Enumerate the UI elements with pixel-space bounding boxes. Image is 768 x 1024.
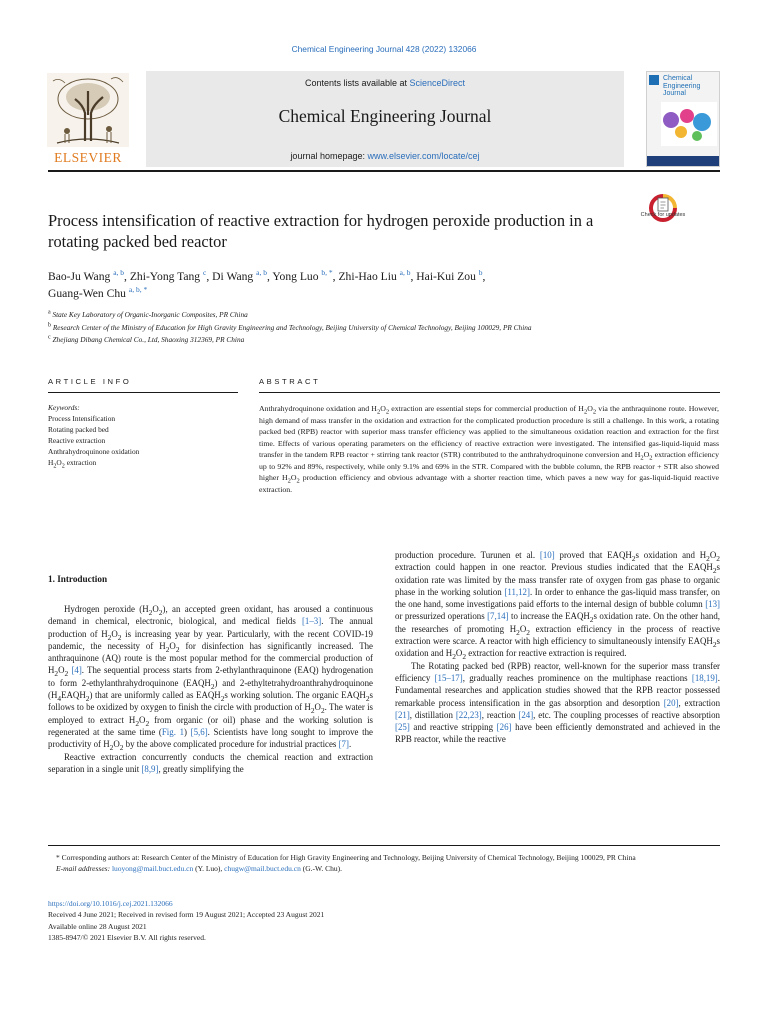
homepage-line <box>146 151 624 161</box>
affiliation-text: Zhejiang Dibang Chemical Co., Ltd, Shaoxing 312369, PR China <box>52 335 245 344</box>
email-note <box>48 863 720 874</box>
affiliation <box>48 310 728 319</box>
author-affiliation-mark[interactable]: b, * <box>321 268 333 278</box>
affiliation <box>48 335 728 344</box>
homepage-link[interactable]: www.elsevier.com/locate/cej <box>367 151 480 161</box>
abstract-heading: ABSTRACT <box>259 377 321 386</box>
email-label: E-mail addresses: <box>56 864 111 873</box>
publication-info <box>48 898 720 944</box>
check-for-updates-label[interactable]: Check for updates <box>640 212 686 218</box>
email-owner: (Y. Luo), <box>193 864 225 873</box>
affiliation-mark: b <box>48 322 51 329</box>
received-dates: Received 4 June 2021; Received in revised form 19 August 2021; Accepted 23 August 2021 <box>48 910 325 920</box>
author-name[interactable]: Bao-Ju Wang <box>48 270 111 283</box>
keyword: Reactive extraction <box>48 436 106 445</box>
body-paragraph: The Rotating packed bed (RPB) reactor, well-known for the superior mass transfer efficiency [15–17], gradually reaches prominence on the multiphase reactions [18,19]. Fundamental researches and application studies showed that the RPB reactor possessed remarkable process intensification in the gas absorption and desorption [20], extraction [21], distillation [22,23], reaction [24], etc. The coupling processes of reactive absorption [25] and reactive stripping [26] have been efficiently demonstrated and achieved in the RPB reactor, while the reactive <box>395 660 721 745</box>
doi-link[interactable]: https://doi.org/10.1016/j.cej.2021.132066 <box>48 899 173 908</box>
article-title: Process intensification of reactive extraction for hydrogen peroxide production in a rotating packed bed reactor <box>48 211 594 251</box>
author-affiliation-mark[interactable]: a, b <box>113 268 125 278</box>
author-list: Bao-Ju Wang $^{a, b}$, Zhi-Yong Tang $^c$, Di Wang $^{a, b}$, Yong Luo $^{b, *}$, Zhi-Hao Liu $^{a, b}$, Hai-Kui Zou $^b$, Guang-Wen Chu $^{a, b, *}$ <box>48 268 486 300</box>
author-name[interactable]: Hai-Kui Zou <box>416 270 476 283</box>
journal-cover-thumbnail[interactable] <box>646 71 720 167</box>
body-paragraph: Reactive extraction concurrently conducts the chemical reaction and extraction separation in a single unit [8,9], greatly simplifying the <box>48 751 373 774</box>
abstract-rule <box>259 392 720 393</box>
author-affiliation-mark[interactable]: c <box>203 268 207 278</box>
body-paragraph: Hydrogen peroxide $(H_2O_2)$, an accepted green oxidant, has aroused a continuous demand in chemical, electronic, biological, and medical fields [1–3]. The annual production of $H_2O_2$ is increasing year by year. Particularly, with the recent COVID-19 pandemic, the necessity of $H_2O_2$ for disinfection has significantly increased. The anthraquinone (AQ) route is the most popular method for the commercial production of $H_2O_2$ [4]. The sequential process starts from 2-ethylanthraquinone (EAQ) hydrogenation to form 2-ethylanthrahydroquinone $(EAQH_2)$ and 2-ethyltetrahydroanthrahydroquinone $(H_4EAQH_2)$ that are uniformly called as $EAQH_2s$ working solution. The organic $EAQH_2s$ follows to be oxidized by oxygen to finish the circle with production of $H_2O_2$. The water is employed to extract $H_2O_2$ from organic (or oil) phase and the working solution is regenerated at the same time (Fig. 1) [5,6]. Scientists have long sought to improve the productivity of $H_2O_2$ by the above complicated procedure for industrial practices [7]. <box>48 604 374 753</box>
author-name[interactable]: Di Wang <box>212 270 254 283</box>
author-affiliation-mark[interactable]: b <box>478 268 483 278</box>
email-link[interactable]: luoyong@mail.buct.edu.cn <box>111 864 194 873</box>
article-info-rule <box>48 392 238 393</box>
email-link[interactable]: chugw@mail.buct.edu.cn <box>224 864 301 873</box>
online-date: Available online 28 August 2021 <box>48 921 147 931</box>
contents-prefix: Contents lists available at <box>304 78 410 88</box>
publisher-wordmark: ELSEVIER <box>54 150 122 165</box>
body-column-right <box>395 549 720 746</box>
body-column-left <box>48 603 373 775</box>
body-paragraph: production procedure. Turunen et al. [10] proved that $EAQH_2s$ oxidation and $H_2O_2$ extraction could happen in one reactor. Previous studies indicated that the $EAQH_2s$ oxidation rate was limited by the mass transfer rate of oxygen from gas phase to organic phase in the working solution [11,12]. In order to enhance the gas-liquid mass transfer, on the one hand, some investigations paid efforts to the internal design of bubble column [13] or pressurized operations [7,14] to increase the $EAQH_2s$ oxidation rate. On the other hand, the researches of promoting $H_2O_2$ extraction efficiency in the process of reactive extraction were scarce. A reactor with high efficiency to simultaneously intensify $EAQH_2s$ oxidation and $H_2O_2$ extraction for reactive extraction is required. <box>395 550 720 662</box>
keyword: Rotating packed bed <box>48 425 109 434</box>
contents-line <box>146 78 624 88</box>
affiliation-mark: c <box>48 334 51 341</box>
author-affiliation-mark[interactable]: a, b <box>399 268 411 278</box>
affiliation-mark: a <box>48 309 51 316</box>
author-name[interactable]: Zhi-Yong Tang <box>129 270 201 283</box>
email-owner: (G.-W. Chu). <box>300 864 343 873</box>
author-name[interactable]: Guang-Wen Chu <box>48 287 126 300</box>
affiliation <box>48 323 728 332</box>
footnote-rule <box>48 845 720 846</box>
author-name[interactable]: Yong Luo <box>272 270 319 283</box>
keyword: Anthrahydroquinone oxidation <box>48 447 140 456</box>
header-rule <box>48 170 720 172</box>
affiliation-text: Research Center of the Ministry of Education for High Gravity Engineering and Technology, Beijing University of Chemical Technology, Beijing 100029, PR China <box>52 323 532 332</box>
corresponding-author-note: * Corresponding authors at: Research Center of the Ministry of Education for High Gravity Engineering and Technology, Beijing University of Chemical Technology, Beijing 100029, PR China <box>56 853 636 862</box>
journal-reference[interactable]: Chemical Engineering Journal 428 (2022) 132066 <box>291 44 477 54</box>
cover-title: Chemical Engineering Journal <box>663 75 701 97</box>
homepage-prefix: journal homepage: <box>290 151 368 161</box>
footnotes <box>48 852 720 874</box>
section-heading-introduction: 1. Introduction <box>48 574 108 584</box>
author-affiliation-mark[interactable]: a, b, * <box>128 285 148 295</box>
keyword: $H_2O_2$ extraction <box>48 458 97 470</box>
author-affiliation-mark[interactable]: a, b <box>256 268 267 278</box>
article-info-heading: ARTICLE INFO <box>48 377 132 386</box>
abstract-text: Anthrahydroquinone oxidation and $H_2O_2$ extraction are essential steps for commercial production of $H_2O_2$ via the anthraquinone route. However, high demand of mass transfer in the oxidation and extraction for the complicated production procedure is still a challenge. In this work, a rotating packed bed (RPB) reactor with superior mass transfer efficiency was applied to the simultaneous oxidation reaction and extraction for the first time. Effects of various operating parameters on the efficiency of reactive extraction were investigated. The intensified gas-liquid-liquid mass transfer in the tandem RPB reactor + stirring tank reactor (STR) contributed to the anthrahydroquinone conversion and $H_2O_2$ extraction efficiency up to 92% and 89%, respectively, while only 9.1% and 69% in the STR. Compared with the bubble column, the RPB reactor + STR also showed higher $H_2O_2$ production efficiency and obvious advantage with a shorter reaction time, which paves a new way for gas-liquid-liquid reactive extraction. <box>259 404 720 494</box>
journal-title: Chemical Engineering Journal <box>278 106 492 126</box>
affiliation-text: State Key Laboratory of Organic-Inorganic Composites, PR China <box>52 310 248 319</box>
author-name[interactable]: Zhi-Hao Liu <box>338 270 397 283</box>
keywords-block <box>48 402 238 468</box>
copyright: 1385-8947/© 2021 Elsevier B.V. All rights reserved. <box>48 933 206 943</box>
keyword: Process Intensification <box>48 414 116 423</box>
keywords-label: Keywords: <box>48 403 80 412</box>
sciencedirect-link[interactable]: ScienceDirect <box>409 78 466 88</box>
